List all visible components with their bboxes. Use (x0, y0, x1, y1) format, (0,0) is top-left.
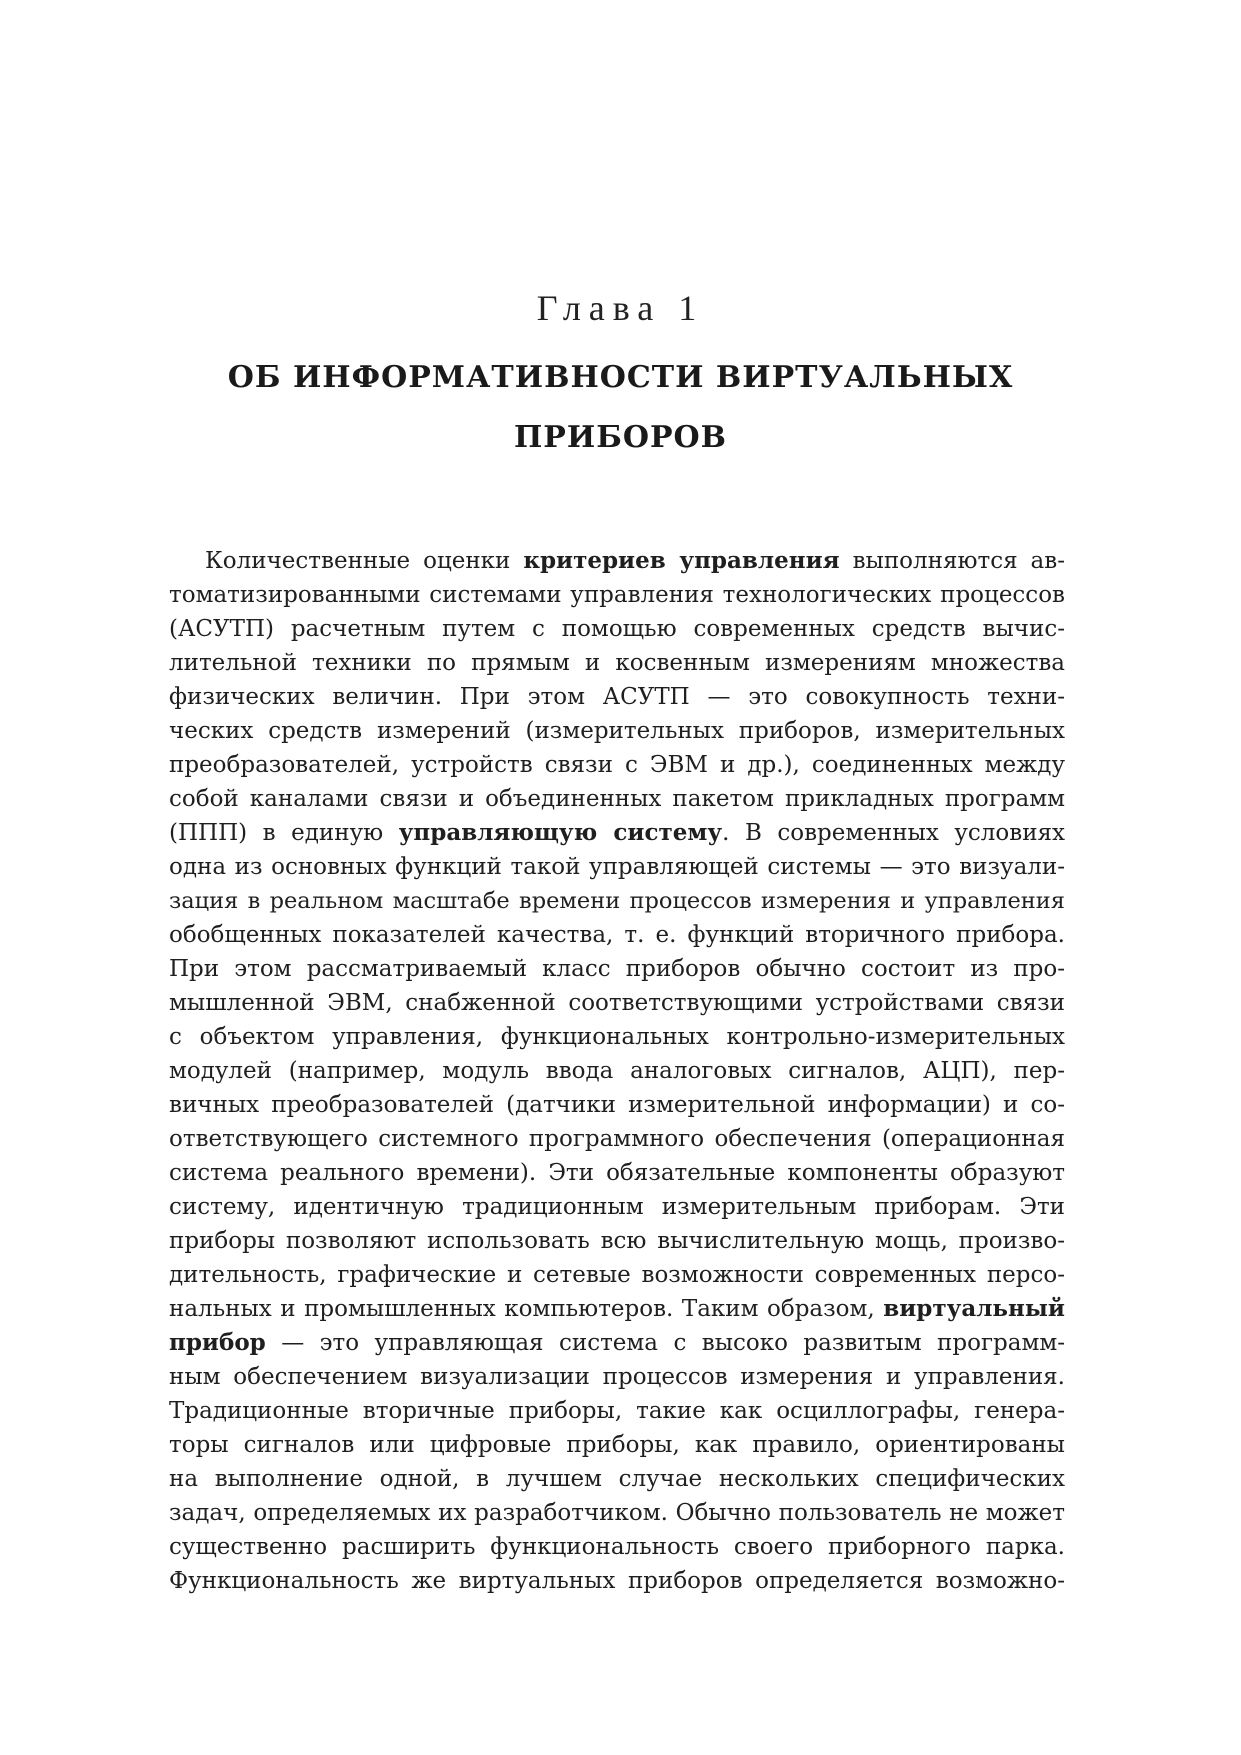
text-line: Функциональность же виртуальных приборов определяется возможно- (169, 1568, 1065, 1594)
text-line: существенно расширить функциональность своего приборного парка. (169, 1534, 1065, 1560)
text-line: система реального времени). Эти обязательные компоненты образуют (169, 1160, 1065, 1186)
text-line: приборы позволяют использовать всю вычислительную мощь, произво- (169, 1228, 1065, 1254)
text-line: собой каналами связи и объединенных пакетом прикладных программ (169, 786, 1065, 812)
text-line: торы сигналов или цифровые приборы, как правило, ориентированы (169, 1432, 1065, 1458)
text-line: модулей (например, модуль ввода аналоговых сигналов, АЦП), пер- (169, 1058, 1065, 1084)
chapter-number: Глава 1 (536, 288, 705, 328)
text-line: преобразователей, устройств связи с ЭВМ и др.), соединенных между (169, 752, 1065, 778)
chapter-title-line: ОБ ИНФОРМАТИВНОСТИ ВИРТУАЛЬНЫХ (227, 360, 1014, 395)
text-line: (ППП) в единую управляющую систему. В современных условиях (169, 819, 1065, 846)
text-line: прибор — это управляющая система с высоко развитым программ- (169, 1329, 1065, 1356)
body-paragraph (169, 544, 1065, 1598)
text-line: При этом рассматриваемый класс приборов обычно состоит из про- (169, 956, 1065, 982)
term-bold: прибор (169, 1329, 266, 1356)
chapter-title-line: ПРИБОРОВ (513, 420, 728, 455)
text-line: задач, определяемых их разработчиком. Обычно пользователь не может (169, 1500, 1065, 1526)
text-line: нальных и промышленных компьютеров. Таким образом, виртуальный (169, 1295, 1065, 1322)
term-bold: управляющую систему (398, 819, 723, 846)
text-line: одна из основных функций такой управляющей системы — это визуали- (169, 854, 1065, 880)
text-line: (АСУТП) расчетным путем с помощью современных средств вычис- (169, 616, 1065, 642)
text-line: ответствующего системного программного обеспечения (операционная (169, 1126, 1065, 1152)
text-line: зация в реальном масштабе времени процессов измерения и управления (169, 888, 1065, 914)
term-bold: критериев управления (523, 547, 840, 574)
text-line: ческих средств измерений (измерительных приборов, измерительных (169, 718, 1065, 744)
text-line: вичных преобразователей (датчики измерительной информации) и со- (169, 1092, 1065, 1118)
text-line: физических величин. При этом АСУТП — это совокупность техни- (169, 684, 1065, 710)
text-line: с объектом управления, функциональных контрольно-измерительных (169, 1024, 1065, 1050)
text-line: томатизированными системами управления технологических процессов (169, 582, 1065, 608)
text-line: Количественные оценки критериев управления выполняются ав- (205, 547, 1065, 574)
text-line: мышленной ЭВМ, снабженной соответствующими устройствами связи (169, 990, 1065, 1016)
text-line: на выполнение одной, в лучшем случае нескольких специфических (169, 1466, 1065, 1492)
chapter-title (0, 348, 1241, 468)
term-bold: виртуальный (883, 1295, 1065, 1322)
text-line: ным обеспечением визуализации процессов измерения и управления. (169, 1364, 1065, 1390)
text-line: обобщенных показателей качества, т. е. функций вторичного прибора. (169, 922, 1065, 948)
text-line: систему, идентичную традиционным измерительным приборам. Эти (169, 1194, 1065, 1220)
text-line: лительной техники по прямым и косвенным измерениям множества (169, 650, 1065, 676)
text-line: Традиционные вторичные приборы, такие как осциллографы, генера- (169, 1398, 1065, 1424)
text-line: дительность, графические и сетевые возможности современных персо- (169, 1262, 1065, 1288)
